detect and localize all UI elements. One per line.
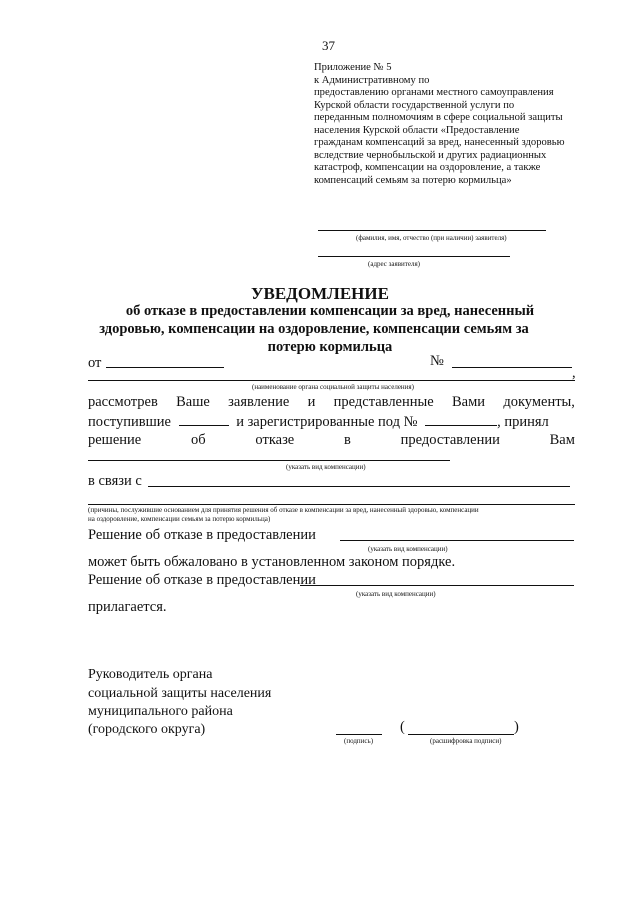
appendix-block	[314, 62, 614, 187]
appendix-line: компенсаций семьям за потерю кормильца»	[314, 174, 512, 186]
applicant-name-caption: (фамилия, имя, отчество (при наличии) заявителя)	[356, 234, 507, 242]
appeal-text: может быть обжаловано в установленном законом порядке.	[88, 554, 456, 570]
reason-field-continued[interactable]	[88, 504, 575, 505]
signatory-title-line: (городского округа)	[88, 722, 206, 737]
signature-decoding-field[interactable]	[408, 734, 514, 735]
signatory-title-line: социальной защиты населения	[88, 686, 272, 701]
decision-compensation-caption: (указать вид компенсации)	[356, 590, 436, 598]
body-word: и	[307, 394, 316, 410]
date-field[interactable]	[106, 367, 224, 368]
decision-compensation-caption: (указать вид компенсации)	[368, 545, 448, 553]
decoding-open-paren: (	[400, 719, 405, 735]
body-word: Ваше	[176, 394, 210, 410]
appendix-line: катастроф, компенсации на оздоровление, а также	[314, 162, 541, 173]
reason-label: в связи с	[88, 473, 142, 489]
signatory-title-line: Руководитель органа	[88, 667, 213, 682]
appendix-line: гражданам компенсаций за вред, нанесенный здоровью	[314, 137, 565, 148]
body-word: рассмотрев	[88, 394, 158, 410]
decision-compensation-field[interactable]	[340, 540, 574, 541]
body-word: отказе	[255, 432, 295, 448]
signature-field[interactable]	[336, 734, 382, 735]
body-row	[88, 412, 549, 431]
body-word: в	[344, 432, 351, 448]
body-word: предоставлении	[400, 432, 500, 448]
compensation-type-field[interactable]	[88, 460, 450, 461]
body-text-registered: и зарегистрированные под №	[236, 414, 418, 430]
page-number: 37	[322, 38, 335, 53]
document-title: УВЕДОМЛЕНИЕ	[251, 284, 389, 303]
reason-field[interactable]	[148, 486, 570, 487]
applicant-name-field[interactable]	[318, 230, 546, 231]
appendix-line: переданным полномочиям в сфере социальной защиты	[314, 112, 563, 123]
appendix-line: предоставлению органами местного самоуправления	[314, 87, 554, 98]
decoding-caption: (расшифровка подписи)	[430, 737, 502, 745]
body-word: представленные	[333, 394, 434, 410]
signatory-title-line: муниципального района	[88, 704, 233, 719]
body-row	[88, 431, 575, 449]
body-word: документы,	[503, 394, 575, 410]
decision-text: Решение об отказе в предоставлении	[88, 572, 316, 588]
reason-caption: (причины, послужившие основанием для принятия решения об отказе в компенсации за вред, нанесенный здоровью, компенсации	[88, 506, 479, 514]
from-label: от	[88, 355, 102, 371]
org-name-caption: (наименование органа социальной защиты населения)	[252, 383, 414, 391]
document-subtitle-line: об отказе в предоставлении компенсации за вред, нанесенный	[125, 303, 535, 319]
body-word: Вам	[549, 432, 575, 448]
appendix-line: Курской области государственной услуги по	[314, 99, 515, 111]
appendix-line: к Административному по	[314, 74, 430, 86]
body-text-decided: , принял	[497, 414, 549, 430]
decision-text: Решение об отказе в предоставлении	[88, 527, 316, 543]
body-row	[88, 393, 575, 411]
reason-caption-continued: на оздоровление, компенсации семьям за потерю кормильца)	[88, 515, 271, 523]
received-date-field[interactable]	[179, 412, 229, 426]
decoding-close-paren: )	[514, 719, 519, 735]
applicant-address-caption: (адрес заявителя)	[368, 260, 420, 268]
number-field[interactable]	[452, 367, 572, 368]
registration-number-field[interactable]	[425, 412, 497, 426]
org-name-field[interactable]	[88, 380, 575, 381]
applicant-address-field[interactable]	[318, 256, 510, 257]
attached-text: прилагается.	[88, 599, 167, 615]
body-word: Вами	[451, 394, 486, 410]
body-word: заявление	[228, 394, 290, 410]
body-word: об	[191, 432, 206, 448]
appendix-line: вследствие чернобыльской и других радиационных	[314, 149, 547, 161]
document-subtitle-line: здоровью, компенсации на оздоровление, компенсации семьям за	[99, 321, 529, 337]
appendix-line: Приложение № 5	[314, 62, 392, 73]
body-text-received: поступившие	[88, 414, 171, 430]
org-line-comma: ,	[572, 365, 576, 381]
compensation-type-caption: (указать вид компенсации)	[286, 463, 366, 471]
signature-caption: (подпись)	[344, 737, 374, 745]
number-label: №	[430, 353, 444, 369]
decision-compensation-field[interactable]	[300, 585, 574, 586]
appendix-line: населения Курской области «Предоставление	[314, 124, 520, 136]
document-subtitle-line: потерю кормильца	[267, 339, 393, 355]
body-word: решение	[88, 432, 142, 448]
